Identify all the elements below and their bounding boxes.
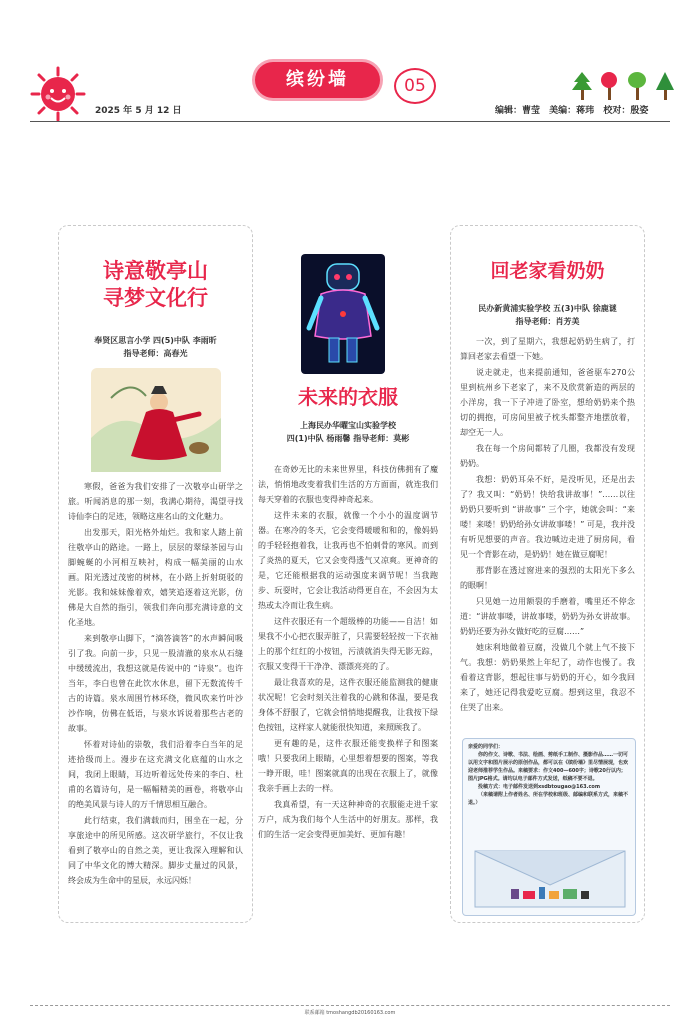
article-right-title: 回老家看奶奶: [490, 260, 605, 282]
article-middle-title: 未来的衣服: [298, 385, 398, 409]
credit-proofreader: 校对：殷姿: [603, 106, 649, 116]
footer-contact: 联系邮箱 tmoshangdb20160163.com: [304, 1010, 396, 1016]
paragraph: 只见她一边用额裂的手磨着，嘴里还不停念道：“讲故事喽，讲故事喽，奶奶为孙女讲故事。奶奶还要为孙女做好吃的豆腐……”: [460, 597, 635, 636]
paragraph: 我真希望，有一天这种神奇的衣服能走进千家万户，成为我们每个人生活中的好朋友。那样，我们的生活一定会变得更加美好、更加有趣！: [258, 800, 438, 839]
paragraph: 这件未来的衣服，就像一个小小的温度调节器。在寒冷的冬天，它会变得暖暖和和的，像妈妈的手轻轻抱着我，让我再也不怕刺骨的寒风。而到了炎热的夏天，它又会变得透气又凉爽。更神奇的是，它还能根据我的运动强度来调节呢！当我跑步、玩耍时，它会让我活动得更自在，不会因为太热或太冷而让我生病。: [258, 511, 438, 610]
credit-designer: 美编：蒋玮: [549, 106, 595, 116]
future-clothes-illustration: [301, 254, 385, 374]
notice-email: 投稿方式：电子邮件发送到xsdbtougao@163.com: [478, 784, 601, 790]
paragraph: 我在每一个房间都转了几圈，我都没有发现奶奶。: [460, 444, 635, 468]
notice-note: （来稿请附上作者姓名、所在学校和班级、邮编和联系方式，来稿不退。）: [468, 792, 629, 806]
article-right-body: [460, 334, 635, 716]
poet-illustration: [91, 368, 221, 472]
footer-divider: [30, 1005, 670, 1006]
header-divider: [30, 121, 670, 122]
paragraph: 此行结束，我们满载而归，围坐在一起，分享旅途中的所见所感。这次研学旅行，不仅让我看到了敬亭山的自然之美，更让我深入理解和认同了中华文化的博大精深。脚步丈量过的风景，终会成为生命中的星辰，永远闪烁！: [68, 816, 243, 885]
article-left-title-line2: 寻梦文化行: [103, 286, 208, 310]
article-left-title-line1: 诗意敬亭山: [103, 259, 208, 283]
paragraph: 那背影在透过窗进来的强烈的太阳光下多么的眼啊！: [460, 566, 635, 590]
section-title: 缤纷墙: [286, 69, 349, 90]
notice-body: 你的作文、诗歌、书法、绘画、剪纸手工制作、摄影作品……一切可以用文字和图片展示的原创作品，都可以在《缤纷墙》里尽情展现，也欢迎老师推荐学生作品。来稿要求：作文400—600字；诗歌20行以内；图片JPG格式。请均以电子邮件方式发送，纸稿不要不退。: [468, 752, 629, 782]
paragraph: 出发那天，阳光格外灿烂。我和家人踏上前往敬亭山的路途。一路上，层层的翠绿茶园与山脚蜿蜒的小河相互映衬，构成一幅美丽的山水画。阳光透过茂密的树林，在小路上折射斑驳的光影。我和妹妹像着欢，嬉笑追逐着这光影，仿佛是大自然的指引，领我们奔向那充满诗意的文化圣地。: [68, 528, 243, 627]
editor-credits: [495, 103, 648, 116]
paragraph: 怀着对诗仙的崇敬，我们沿着李白当年的足迹拾级而上。漫步在这充满文化底蕴的山水之间，我闭上眼睛，耳边听着远处传来的李白、杜甫的名篇诗句，是一幅幅精美的画卷，将敬亭山的绝美风景与诗人的万千情思相互融合。: [68, 740, 243, 809]
article-right-teacher: 指导老师：肖芳美: [515, 317, 580, 326]
envelope-illustration: [471, 841, 629, 911]
credit-editor: 编辑：曹莹: [495, 106, 541, 116]
paragraph: 说走就走，也来提前通知，爸爸驱车270公里到杭州乡下老家了，来不及欣赏新造的两层的小洋房，我一下子冲进了卧室，想给奶奶来个热切的拥抱，可房间里被子枕头都整齐地摆放着，却空无一人。: [460, 368, 635, 437]
paragraph: 最让我喜欢的是，这件衣服还能监测我的健康状况呢！它会时刻关注着我的心跳和体温，要是我身体不舒服了，它就会悄悄地提醒我，让我按下绿色按钮，这样家人就能很快知道，来照顾我了。: [258, 678, 438, 732]
article-left-teacher: 指导老师：高春光: [123, 349, 188, 358]
sun-mascot-icon: [30, 66, 86, 122]
publication-date: 2025 年 5 月 12 日: [95, 106, 182, 116]
notice-heading: 亲爱的同学们：: [468, 744, 504, 750]
trees-decoration-icon: [570, 70, 680, 100]
masthead: [0, 0, 700, 130]
paragraph: 一次，到了星期六，我想起奶奶生病了，打算回老家去看望一下她。: [460, 337, 635, 361]
paragraph: 她床利地做着豆腐，没做几个就上气不接下气。我想：奶奶果然上年纪了，动作也慢了。我看着这背影，想起往事与奶奶的开心，如今我回来了，她还记得我爱吃豆腐。想到这里，我忍不住哭了出来。: [460, 643, 635, 712]
article-middle-body: [258, 462, 438, 843]
article-middle: [248, 384, 448, 445]
article-right: [460, 258, 635, 328]
article-left: [68, 258, 243, 360]
article-middle-school: 上海民办华曜宝山实验学校: [300, 421, 396, 430]
section-banner: [255, 62, 380, 98]
article-right-author: 民办新黄浦实验学校 五(3)中队 徐鹿谜: [478, 304, 617, 313]
page-number: 05: [394, 68, 436, 104]
article-left-body: [68, 479, 243, 889]
paragraph: 更有趣的是，这件衣服还能变换样子和图案哦！只要我闭上眼睛，心里想着想要的图案，等我一睁开眼，哇！图案就真的出现在衣服上了，就像我亲手画上去的一样。: [258, 739, 438, 793]
paragraph: 在奇妙无比的未来世界里，科技仿佛拥有了魔法，悄悄地改变着我们生活的方方面面，就连我们每天穿着的衣服也变得神奇起来。: [258, 465, 438, 504]
article-left-author: 奉贤区思言小学 四(5)中队 李雨昕: [94, 336, 217, 345]
paragraph: 这件衣服还有一个超级棒的功能——自洁！如果我不小心把衣服弄脏了，只需要轻轻按一下衣袖上的那个红红的小按钮，污渍就消失得无影无踪，衣服又变得干干净净、漂漂亮亮的了。: [258, 617, 438, 671]
article-middle-author: 四(1)中队 杨雨馨 指导老师：莫彬: [286, 434, 410, 443]
paragraph: 我想：奶奶耳朵不好，是没听见，还是出去了？我又叫：“奶奶！快给我讲故事！”……以往奶奶只要听到 “讲故事” 三个字，她就会叫：“来喽！来喽！奶奶给孙女讲故事喽！” 可是，我并没有听见想要的声音。我边喊边走进了厨房间，看见一个背影在动，是奶奶！她在做豆腐呢！: [460, 475, 635, 559]
paragraph: 来到敬亭山脚下，“滴答滴答”的水声瞬间吸引了我。向前一步，只见一股清澈的泉水从石缝中缓缓流出，我想这就是传说中的 “诗泉”。也许当年，李白也曾在此饮水休息，留下无数流传千古的诗篇。泉水周围竹林环绕，微风吹来竹叶沙沙作响，仿佛在低语，与泉水诉说着那些古老的故事。: [68, 634, 243, 733]
paragraph: 寒假，爸爸为我们安排了一次敬亭山研学之旅。听闻消息的那一刻，我满心期待，渴望寻找诗仙李白的足迹，领略这座名山的文化魅力。: [68, 482, 243, 521]
submission-notice: [462, 738, 636, 916]
